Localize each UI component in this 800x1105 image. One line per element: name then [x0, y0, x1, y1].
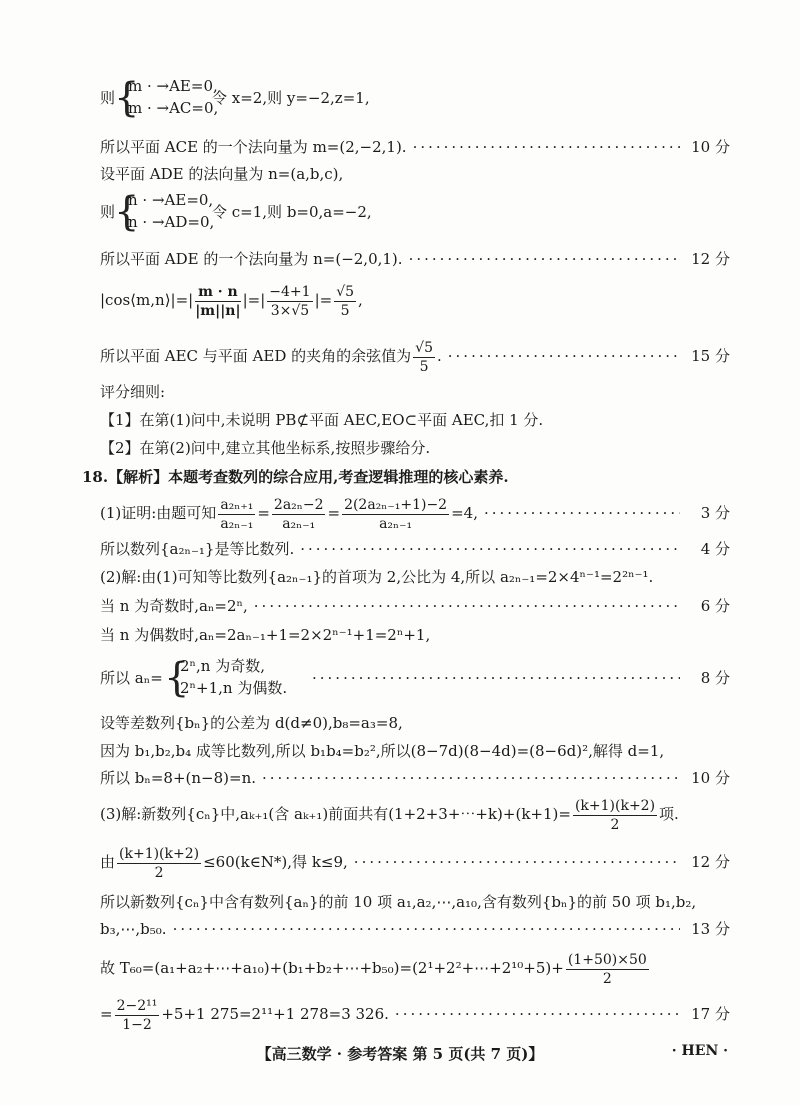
numerator: 2(2a₂ₙ₋₁+1)−2: [344, 496, 448, 513]
text-part: 所以平面 AEC 与平面 AED 的夹角的余弦值为: [100, 347, 412, 365]
fraction: [272, 496, 326, 533]
line-part-3: [100, 794, 730, 834]
leader-dots: [312, 669, 680, 687]
line-text: 评分细则:: [100, 383, 166, 401]
text-part: .: [436, 347, 442, 365]
leader-dots: [413, 136, 680, 158]
line-text: 所以 bₙ=8+(n−8)=n.: [100, 769, 257, 787]
cos-end: ,: [358, 291, 363, 309]
line-text: [100, 493, 478, 533]
line-text: 所以平面 ADE 的一个法向量为 n=(−2,0,1).: [100, 250, 403, 268]
line-grading-2: [100, 437, 730, 459]
numerator: √5: [336, 283, 355, 300]
denominator: 5: [340, 302, 350, 319]
line-bn: [100, 767, 730, 789]
numerator: a₂ₙ₊₁: [220, 496, 254, 513]
fraction: [334, 283, 356, 320]
system-n-prefix: 则: [100, 203, 116, 221]
line-grading-1: [100, 409, 730, 431]
line-part-2: [100, 566, 708, 588]
piecewise-case1: 2ⁿ,n 为奇数,: [180, 657, 265, 675]
score-points: 4 分: [700, 540, 730, 558]
fraction: [117, 845, 201, 882]
piecewise-case2: 2ⁿ+1,n 为偶数.: [180, 679, 288, 697]
leader-dots: [262, 767, 680, 789]
numerator: √5: [415, 339, 433, 356]
denominator: 2: [610, 816, 620, 833]
numerator: (k+1)(k+2): [119, 845, 200, 862]
left-brace: {: [164, 655, 190, 701]
fraction: [195, 283, 240, 320]
fraction: [267, 283, 312, 320]
line-cosine: [100, 280, 730, 320]
line-geometric: [100, 538, 730, 560]
denominator: a₂ₙ₋₁: [220, 515, 254, 532]
numerator: −4+1: [269, 283, 311, 300]
line-set-n: [100, 163, 730, 185]
score-points: 15 分: [691, 347, 730, 365]
page-footer: [0, 1043, 800, 1067]
leader-dots: [448, 336, 680, 376]
fraction: [566, 951, 649, 988]
line-contains: [100, 891, 708, 913]
fraction: [115, 997, 160, 1034]
denominator: a₂ₙ₋₁: [379, 515, 413, 532]
line-text: (2)解:由(1)可知等比数列{a₂ₙ₋₁}的首项为 2,公比为 4,所以 a₂ₙ₋₁=2×4ⁿ⁻¹=2²ⁿ⁻¹.: [100, 568, 654, 586]
line-b50: [100, 918, 730, 940]
numerator: 2a₂ₙ−2: [273, 496, 324, 513]
line-text: 【2】在第(2)问中,建立其他坐标系,按照步骤给分.: [100, 439, 431, 457]
denominator: 3×√5: [270, 302, 310, 319]
line-text: [100, 994, 389, 1034]
line-text: 设平面 ADE 的法向量为 n=(a,b,c),: [100, 165, 344, 183]
line-text: 所以新数列{cₙ}中含有数列{aₙ}的前 10 项 a₁,a₂,⋯,a₁₀,含有数列{bₙ}的前 50 项 b₁,b₂,: [100, 893, 697, 911]
text-part: 故 T₆₀=(a₁+a₂+⋯+a₁₀)+(b₁+b₂+⋯+b₅₀)=(2¹+2²+⋯+2¹⁰+5)+: [100, 959, 564, 977]
line-text: b₃,⋯,b₅₀.: [100, 920, 167, 938]
text-part: =: [327, 504, 341, 522]
line-k-bound: [100, 842, 730, 882]
line-grading-title: [100, 381, 730, 403]
fraction: [573, 797, 657, 834]
line-text: 所以数列{a₂ₙ₋₁}是等比数列.: [100, 540, 295, 558]
system-m: [100, 76, 700, 122]
score-points: 6 分: [700, 597, 730, 615]
cos-lhs: |cos⟨m,n⟩|=|: [100, 291, 194, 309]
system-n-eq2: n · →AD=0,: [128, 213, 215, 231]
score-points: 17 分: [691, 1005, 730, 1023]
line-odd: [100, 595, 730, 617]
line-text: 【1】在第(1)问中,未说明 PB⊄平面 AEC,EO⊂平面 AEC,扣 1 分.: [100, 411, 544, 429]
footer-page-label: 【高三数学 · 参考答案 第 5 页(共 7 页)】: [256, 1045, 544, 1063]
denominator: 2: [602, 970, 612, 987]
score-points: 10 分: [691, 769, 730, 787]
line-proof-1: [100, 493, 730, 533]
denominator: 5: [419, 358, 429, 375]
leader-dots: [254, 595, 680, 617]
score-points: 8 分: [700, 669, 730, 687]
line-text: 当 n 为奇数时,aₙ=2ⁿ,: [100, 597, 248, 615]
line-geo-b: [100, 740, 708, 762]
leader-dots: [395, 994, 680, 1034]
system-m-prefix: 则: [100, 89, 116, 107]
system-m-eq1: m · →AE=0,: [128, 77, 218, 95]
text-part: 项.: [659, 805, 679, 823]
leader-dots: [484, 493, 680, 533]
system-n-solution: 令 c=1,则 b=0,a=−2,: [212, 203, 372, 221]
score-points: 12 分: [691, 250, 730, 268]
cos-mid: |=|: [242, 291, 266, 309]
text-part: (3)解:新数列{cₙ}中,aₖ₊₁(含 aₖ₊₁)前面共有(1+2+3+⋯+k)+(k+1)=: [100, 805, 571, 823]
text-part: =4,: [451, 504, 478, 522]
line-cos-result: [100, 336, 730, 376]
left-brace: {: [114, 75, 140, 121]
line-T60-result: [100, 994, 730, 1034]
leader-dots: [300, 538, 680, 560]
line-even: [100, 624, 730, 646]
line-normal-m: [100, 136, 730, 158]
line-text: 18.【解析】本题考查数列的综合应用,考查逻辑推理的核心素养.: [82, 468, 509, 486]
piecewise-score: [306, 667, 730, 688]
leader-dots: [354, 842, 680, 882]
system-n-eq1: n · →AE=0,: [128, 191, 214, 209]
score-points: 3 分: [700, 504, 730, 522]
leader-dots: [409, 248, 680, 270]
line-text: 当 n 为偶数时,aₙ=2aₙ₋₁+1=2×2ⁿ⁻¹+1=2ⁿ+1,: [100, 626, 431, 644]
piecewise-an: [100, 656, 730, 702]
line-text: 设等差数列{bₙ}的公差为 d(d≠0),b₈=a₃=8,: [100, 714, 403, 732]
line-T60: [100, 948, 730, 988]
line-normal-n: [100, 248, 730, 270]
line-arith: [100, 712, 730, 734]
cos-mid2: |=: [314, 291, 333, 309]
left-brace: {: [114, 189, 140, 235]
denominator: 1−2: [122, 1016, 152, 1033]
system-m-solution: 令 x=2,则 y=−2,z=1,: [212, 89, 370, 107]
footer-code: · HEN ·: [671, 1043, 728, 1059]
score-points: 12 分: [691, 853, 730, 871]
text-part: ≤60(k∈N*),得 k≤9,: [203, 853, 348, 871]
denominator: a₂ₙ₋₁: [282, 515, 316, 532]
leader-dots: [173, 918, 680, 940]
score-points: 10 分: [691, 138, 730, 156]
text-part: =: [257, 504, 270, 522]
numerator: m · n: [195, 283, 240, 302]
numerator: (1+50)×50: [567, 951, 647, 968]
system-m-eq2: m · →AC=0,: [128, 99, 219, 117]
fraction: [342, 496, 449, 533]
line-text: [100, 842, 348, 882]
numerator: (k+1)(k+2): [574, 797, 656, 814]
text-part: +5+1 275=2¹¹+1 278=3 326.: [161, 1005, 389, 1023]
line-text: [100, 336, 442, 376]
fraction: [218, 496, 255, 533]
numerator: 2−2¹¹: [116, 997, 158, 1014]
piecewise-prefix: 所以 aₙ=: [100, 669, 163, 687]
text-part: 由: [100, 853, 116, 871]
line-text: 所以平面 ACE 的一个法向量为 m=(2,−2,1).: [100, 138, 407, 156]
denominator: 2: [154, 864, 164, 881]
fraction: [413, 339, 435, 376]
text-part: (1)证明:由题可知: [100, 504, 217, 522]
denominator: |m||n|: [195, 302, 241, 319]
text-part: =: [100, 1005, 113, 1023]
score-points: 13 分: [691, 920, 730, 938]
system-n: [100, 190, 700, 236]
problem-18-header: [82, 466, 730, 488]
line-text: 因为 b₁,b₂,b₄ 成等比数列,所以 b₁b₄=b₂²,所以(8−7d)(8−4d)=(8−6d)²,解得 d=1,: [100, 742, 665, 760]
